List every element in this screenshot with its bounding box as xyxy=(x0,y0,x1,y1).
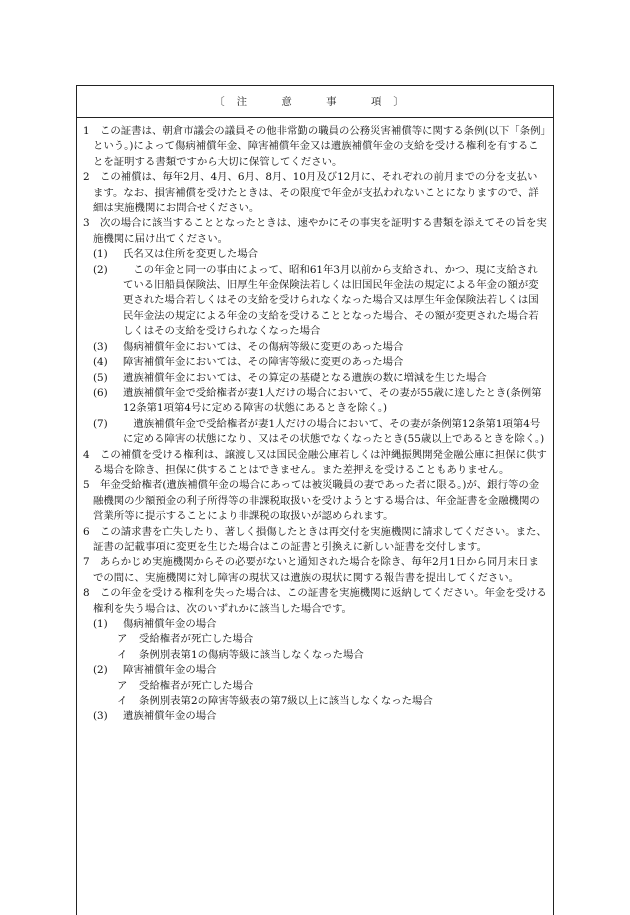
sub-list-item-marker: ア xyxy=(117,679,128,692)
sub-list-item-text: 条例別表第2の障害等級表の第7級以上に該当しなくなった場合 xyxy=(139,695,433,708)
sub-list-item xyxy=(83,694,547,709)
paragraph-text: この証書は、朝倉市議会の議員その他非常勤の職員の公務災害補償等に関する条例(以下「条例」という。)によって傷病補償年金、障害補償年金又は遺族補償年金の支給を受ける権利を有することを証明する書類ですから大切に保管してください。 xyxy=(93,125,546,168)
paragraph-6 xyxy=(83,525,547,556)
paragraph-text: この補償を受ける権利は、譲渡し又は国民金融公庫若しくは沖縄振興開発金融公庫に担保に供する場合を除き、担保に供することはできません。また差押えを受けることもありません。 xyxy=(93,448,547,476)
list-item-number: (5) xyxy=(93,371,108,384)
list-item-number: (3) xyxy=(93,340,108,353)
sub-list-item xyxy=(83,648,547,663)
paragraph-3 xyxy=(83,216,547,247)
paragraph-5 xyxy=(83,478,547,524)
paragraph-text: 年金受給権者(遺族補償年金の場合にあっては被災職員の妻であった者に限る。)が、銀行等の金融機関の少額預金の利子所得等の非課税取扱いを受けようとする場合は、年金証書を金融機関の営業所等に提示することにより非課税の取扱いが認められます。 xyxy=(93,479,540,523)
paragraph-text: 次の場合に該当することとなったときは、速やかにその事実を証明する書類を添えてその旨を実施機関に届け出てください。 xyxy=(93,217,547,245)
paragraph-number: 5 xyxy=(83,479,90,492)
paragraph-number: 7 xyxy=(83,556,90,569)
notice-frame xyxy=(76,85,554,915)
list-item-number: (2) xyxy=(93,263,108,276)
paragraph-4 xyxy=(83,448,547,479)
list-item xyxy=(83,247,547,262)
list-item-text: 傷病補償年金においては、その傷病等級に変更のあった場合 xyxy=(123,340,404,353)
title-divider xyxy=(77,117,553,118)
list-item-text: 遺族補償年金においては、その算定の基礎となる遺族の数に増減を生じた場合 xyxy=(123,371,487,384)
sub-list-item-marker: イ xyxy=(117,648,128,661)
paragraph-2 xyxy=(83,170,547,216)
paragraph-text: この補償は、毎年2月、4月、6月、8月、10月及び12月に、それぞれの前月までの分を支払います。なお、損害補償を受けたときは、その限度で年金が支払われないことになりますので、詳細は実施機関にお問合せください。 xyxy=(93,171,539,215)
notice-content xyxy=(83,124,547,725)
list-item-text: 氏名又は住所を変更した場合 xyxy=(123,248,259,261)
paragraph-number: 3 xyxy=(83,217,90,230)
list-item-text: 遺族補償年金で受給権者が妻1人だけの場合において、その妻が条例第12条第1項第4号に定める障害の状態になり、又はその状態でなくなったとき(55歳以上であるときを除く。) xyxy=(123,417,545,446)
notice-title: 〔注 意 事 項〕 xyxy=(214,96,416,108)
list-item xyxy=(83,355,547,370)
list-item-text: 傷病補償年金の場合 xyxy=(123,618,217,630)
paragraph-text: この年金を受ける権利を失った場合は、この証書を実施機関に返納してください。年金を受ける権利を失う場合は、次のいずれかに該当した場合です。 xyxy=(93,587,547,615)
paragraph-8 xyxy=(83,586,547,617)
list-item xyxy=(83,617,547,632)
list-item-number: (2) xyxy=(93,664,108,677)
list-item-text: 障害補償年金においては、その障害等級に変更のあった場合 xyxy=(123,356,404,369)
list-item xyxy=(83,417,547,448)
list-item xyxy=(83,386,547,417)
paragraph-7 xyxy=(83,555,547,586)
sub-list-item-marker: ア xyxy=(117,633,128,646)
list-item-number: (1) xyxy=(93,248,108,261)
list-item xyxy=(83,371,547,386)
sub-list-item-marker: イ xyxy=(117,695,128,708)
sub-list-item-text: 受給権者が死亡した場合 xyxy=(139,679,254,692)
list-item-number: (3) xyxy=(93,710,108,723)
list-item-text: 障害補償年金の場合 xyxy=(123,664,217,677)
paragraph-1 xyxy=(83,124,547,170)
paragraph-number: 2 xyxy=(83,171,90,184)
sub-list-item xyxy=(83,632,547,647)
sub-list-item-text: 受給権者が死亡した場合 xyxy=(139,633,254,646)
list-item-number: (1) xyxy=(93,618,108,630)
list-item-number: (4) xyxy=(93,356,108,369)
paragraph-number: 4 xyxy=(83,448,90,461)
list-item xyxy=(83,263,547,340)
paragraph-number: 1 xyxy=(83,125,90,137)
list-item xyxy=(83,709,547,724)
paragraph-text: あらかじめ実施機関からその必要がないと通知された場合を除き、毎年2月1日から同月末日までの間に、実施機関に対し障害の現状又は遺族の現状に関する報告書を提出してください。 xyxy=(93,556,539,584)
paragraph-number: 6 xyxy=(83,525,90,538)
sub-list-item-text: 条例別表第1の傷病等級に該当しなくなった場合 xyxy=(139,648,364,661)
list-item xyxy=(83,340,547,355)
paragraph-number: 8 xyxy=(83,587,90,600)
list-item-text: 遺族補償年金で受給権者が妻1人だけの場合において、その妻が55歳に達したとき(条例第12条第1項第4号に定める障害の状態にあるときを除く。) xyxy=(123,386,542,415)
paragraph-text: この請求書を亡失したり、著しく損傷したときは再交付を実施機関に請求してください。また、証書の記載事項に変更を生じた場合はこの証書と引換えに新しい証書を交付します。 xyxy=(93,525,547,553)
list-item-text: 遺族補償年金の場合 xyxy=(123,710,217,723)
list-item-text: この年金と同一の事由によって、昭和61年3月以前から支給され、かつ、現に支給されている旧船員保険法、旧厚生年金保険法若しくは旧国民年金法の規定による年金の額が変更された場合若しくはその支給を受けられなくなった場合又は厚生年金保険法若しくは国民年金法の規定による年金の支給を受けることとなった場合、その額が変更された場合若しくはその支給を受けられなくなった場合 xyxy=(123,263,539,338)
sub-list-item xyxy=(83,679,547,694)
list-item-number: (7) xyxy=(93,417,108,430)
list-item-number: (6) xyxy=(93,386,108,399)
list-item xyxy=(83,663,547,678)
